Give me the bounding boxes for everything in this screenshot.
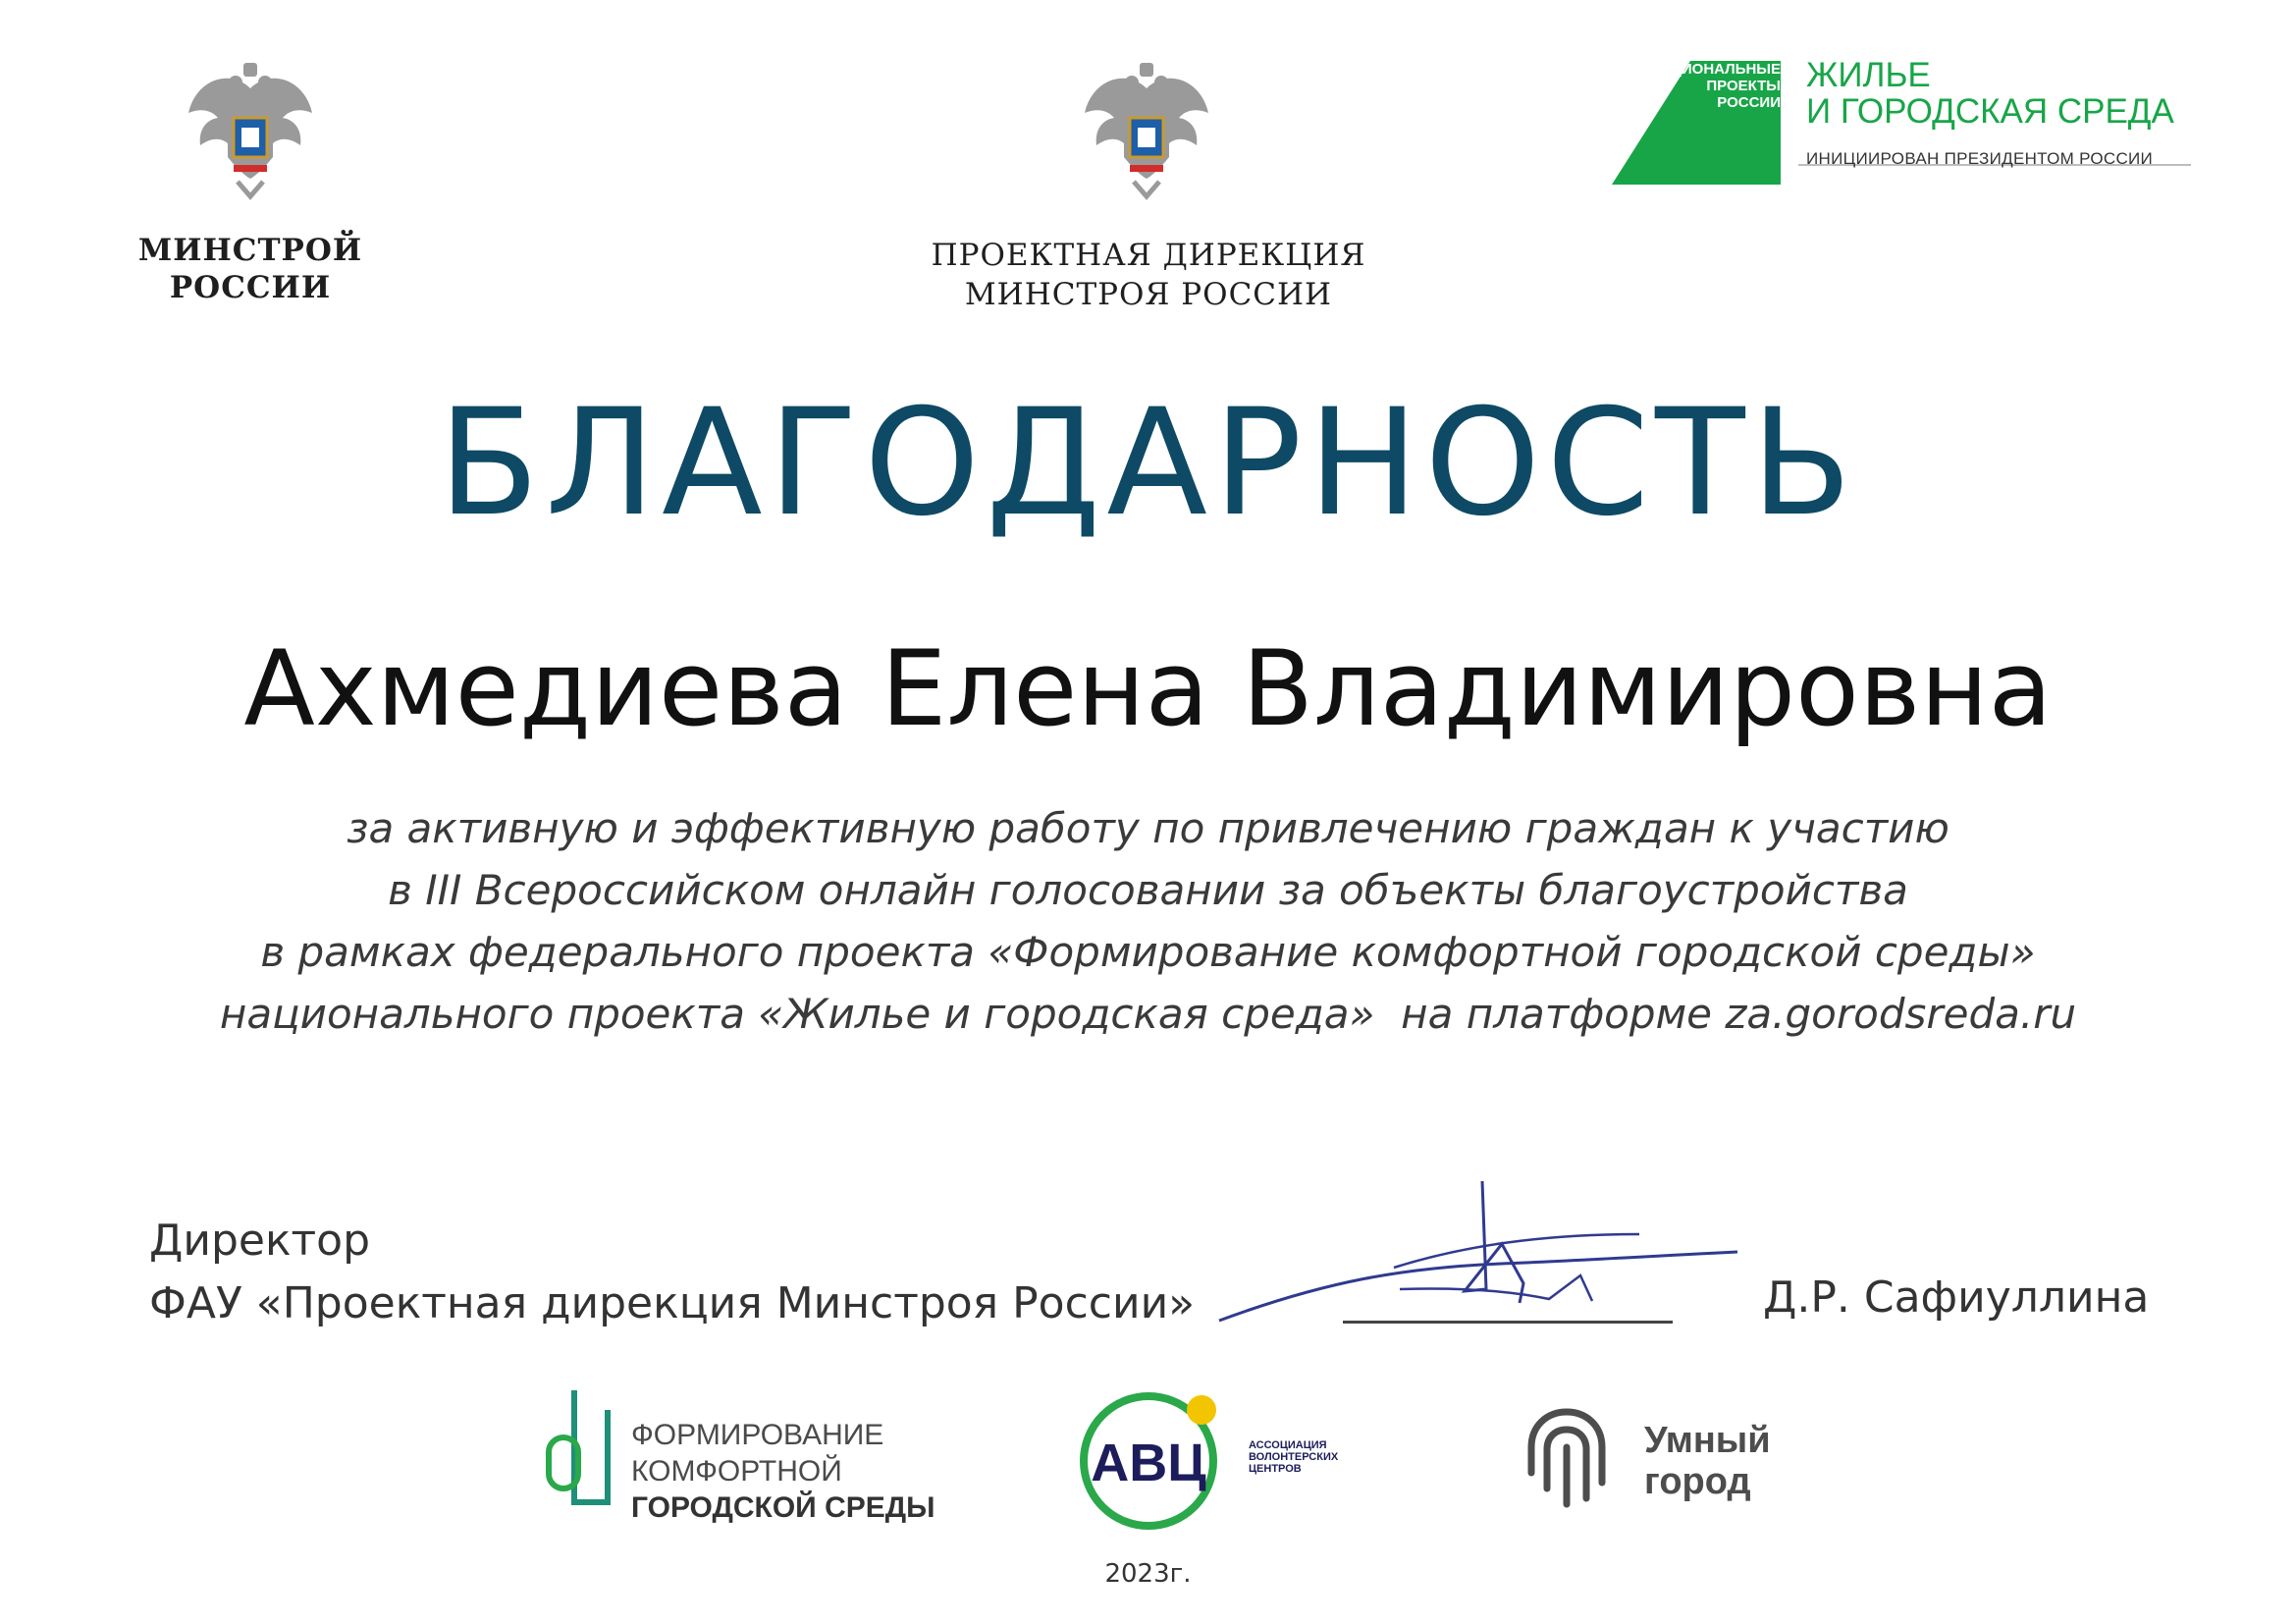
signatory-position-line2: ФАУ «Проектная дирекция Минстроя России» bbox=[149, 1278, 1196, 1328]
minstroy-name-line2: РОССИИ bbox=[169, 270, 332, 305]
avc-logo-icon bbox=[1075, 1384, 1252, 1532]
project-directorate-name bbox=[844, 236, 1453, 314]
np-title-line1: ЖИЛЬЕ bbox=[1806, 56, 1931, 94]
np-badge-line3: РОССИИ bbox=[1717, 94, 1781, 111]
smart-city-line2: город bbox=[1644, 1461, 1751, 1502]
project-directorate-emblem bbox=[1073, 59, 1220, 216]
project-directorate-line1: ПРОЕКТНАЯ ДИРЕКЦИЯ bbox=[931, 238, 1366, 273]
handwritten-signature bbox=[1207, 1173, 1757, 1340]
minstroy-emblem bbox=[177, 59, 324, 206]
fks-logo-icon bbox=[545, 1384, 614, 1517]
reason-line-1: за активную и эффективную работу по привлечению граждан к участию bbox=[347, 804, 1949, 852]
recipient-name: Ахмедиева Елена Владимировна bbox=[243, 628, 2053, 749]
avc-abbr: АВЦ bbox=[1091, 1434, 1206, 1492]
project-directorate-line2: МИНСТРОЯ РОССИИ bbox=[964, 277, 1333, 312]
smart-city-text bbox=[1644, 1420, 1771, 1502]
np-badge-line2: ПРОЕКТЫ bbox=[1706, 78, 1781, 94]
np-badge-line1: НАЦИОНАЛЬНЫЕ bbox=[1649, 61, 1781, 78]
avc-line1: АССОЦИАЦИЯ bbox=[1249, 1439, 1327, 1451]
reason-text bbox=[0, 797, 2296, 1045]
fingerprint-icon bbox=[1520, 1404, 1614, 1512]
signatory-position bbox=[149, 1210, 1195, 1335]
reason-line-4: национального проекта «Жилье и городская среда» на платформе za.gorodsreda.ru bbox=[219, 990, 2077, 1038]
smart-city-line1: Умный bbox=[1644, 1420, 1771, 1461]
signatory-position-line1: Директор bbox=[149, 1216, 371, 1266]
certificate-year: 2023г. bbox=[1104, 1559, 1192, 1589]
np-title-line2: И ГОРОДСКАЯ СРЕДА bbox=[1806, 92, 2174, 131]
signatory-name: Д.Р. Сафиуллина bbox=[1763, 1272, 2150, 1323]
avc-logo-text bbox=[1249, 1439, 1338, 1475]
minstroy-name-line1: МИНСТРОЙ bbox=[137, 233, 363, 268]
coat-of-arms-icon bbox=[177, 59, 324, 206]
reason-line-3: в рамках федерального проекта «Формирование комфортной городской среды» bbox=[260, 928, 2036, 976]
minstroy-name bbox=[98, 232, 402, 306]
avc-line3: ЦЕНТРОВ bbox=[1249, 1463, 1302, 1475]
fks-logo-text bbox=[631, 1417, 935, 1526]
national-project-title bbox=[1806, 57, 2174, 130]
coat-of-arms-icon bbox=[1073, 59, 1220, 216]
avc-line2: ВОЛОНТЕРСКИХ bbox=[1249, 1451, 1339, 1463]
national-project-subtitle: ИНИЦИИРОВАН ПРЕЗИДЕНТОМ РОССИИ bbox=[1806, 149, 2154, 168]
fks-line2: КОМФОРТНОЙ bbox=[631, 1455, 842, 1488]
fks-line3: ГОРОДСКОЙ СРЕДЫ bbox=[631, 1491, 935, 1524]
reason-line-2: в III Всероссийском онлайн голосовании за объекты благоустройства bbox=[388, 866, 1908, 914]
certificate-title: БЛАГОДАРНОСТЬ bbox=[438, 378, 1858, 549]
fks-line1: ФОРМИРОВАНИЕ bbox=[631, 1419, 884, 1451]
national-projects-badge-text bbox=[1641, 61, 1781, 111]
